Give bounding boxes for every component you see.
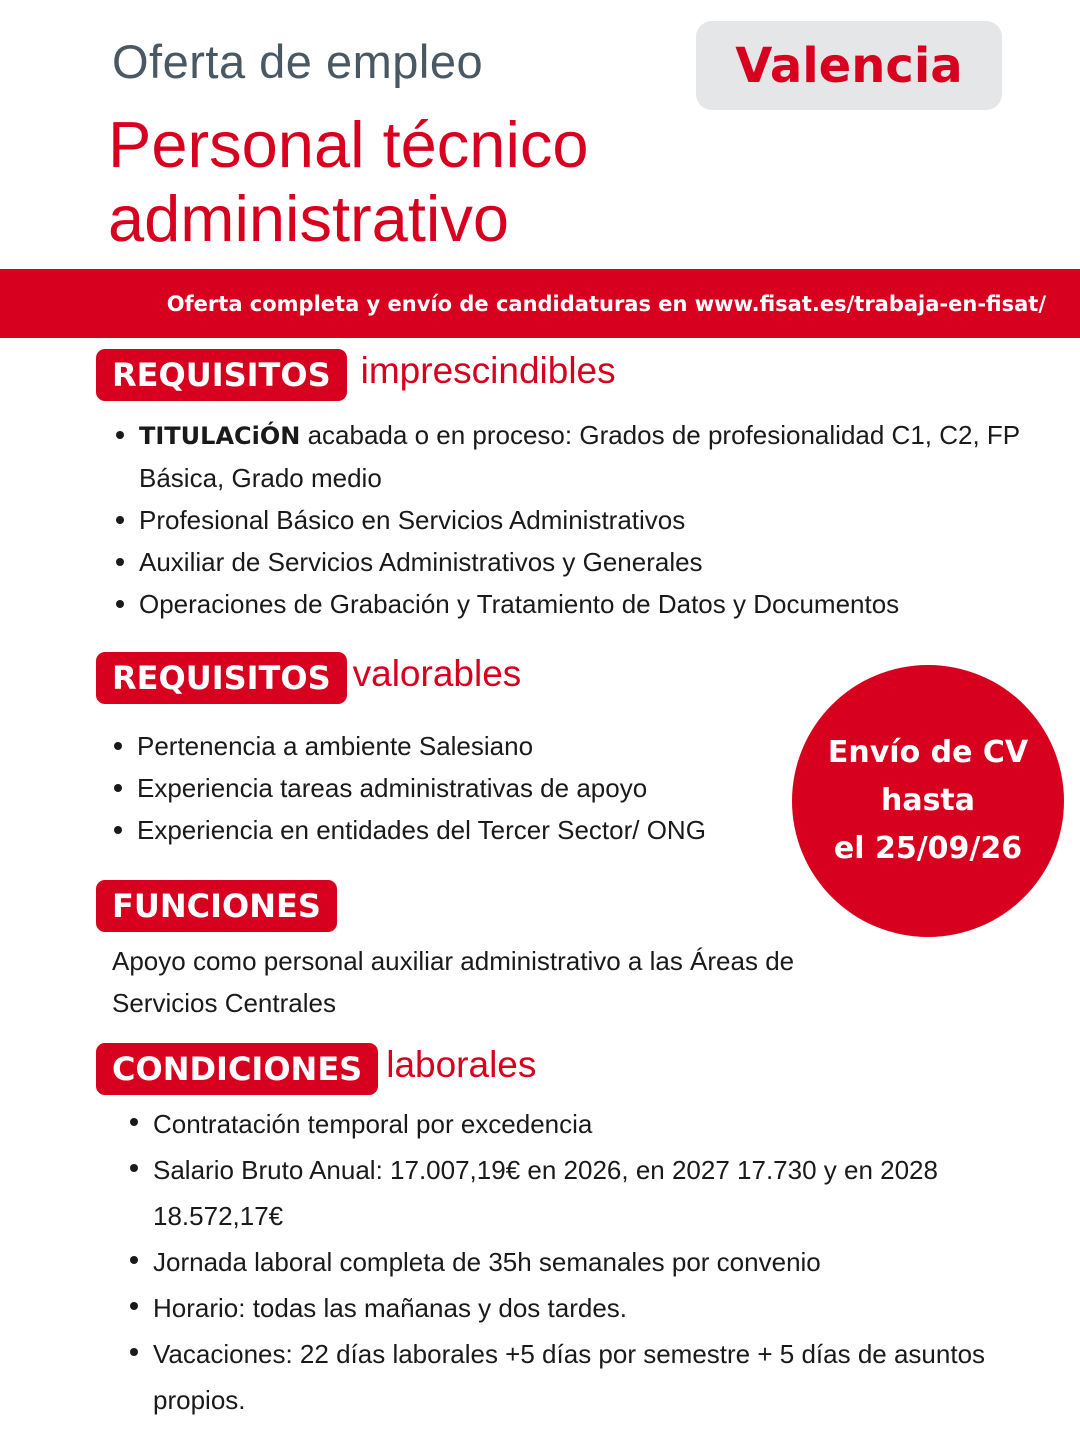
desirable-list xyxy=(113,725,813,851)
list-item: Jornada laboral completa de 35h semanales por convenio xyxy=(129,1239,1019,1285)
list-item: Pertenencia a ambiente Salesiano xyxy=(113,725,813,767)
header-subtitle: Oferta de empleo xyxy=(112,35,484,88)
deadline-line-2: hasta xyxy=(880,783,976,818)
functions-line-1: Apoyo como personal auxiliar administrativo a las Áreas de xyxy=(112,946,795,976)
qualification-detail: acabada o en proceso: Grados de profesionalidad C1, C2, FP Básica, Grado medio xyxy=(139,420,1020,493)
section-sublabel: valorables xyxy=(352,653,522,694)
list-item: Horario: todas las mañanas y dos tardes. xyxy=(129,1285,1019,1331)
location-badge: Valencia xyxy=(696,21,1002,110)
list-item: Operaciones de Grabación y Tratamiento de Datos y Documentos xyxy=(115,583,1035,625)
section-requisitos-imprescindibles xyxy=(96,349,616,401)
application-banner-text: Oferta completa y envío de candidaturas en www.fisat.es/trabaja-en-fisat/ xyxy=(166,291,1046,316)
list-item: Experiencia en entidades del Tercer Sector/ ONG xyxy=(113,809,813,851)
section-condiciones xyxy=(96,1043,536,1095)
functions-line-2: Servicios Centrales xyxy=(112,988,336,1018)
deadline-line-1: Envío de CV xyxy=(827,735,1029,770)
list-item: Profesional Básico en Servicios Administrativos xyxy=(115,499,1035,541)
deadline-line-3: el 25/09/26 xyxy=(833,831,1023,866)
list-item xyxy=(115,414,1035,499)
list-item: Vacaciones: 22 días laborales +5 días por semestre + 5 días de asuntos propios. xyxy=(129,1331,1019,1423)
section-requisitos-valorables xyxy=(96,652,521,704)
section-sublabel: imprescindibles xyxy=(360,350,616,391)
list-item: Experiencia tareas administrativas de apoyo xyxy=(113,767,813,809)
section-funciones xyxy=(96,880,337,932)
list-item: Contratación temporal por excedencia xyxy=(129,1101,1019,1147)
section-label: REQUISITOS xyxy=(96,652,347,704)
functions-text xyxy=(112,940,932,1024)
job-title-line-2: administrativo xyxy=(108,182,509,255)
list-item: Auxiliar de Servicios Administrativos y Generales xyxy=(115,541,1035,583)
section-sublabel: laborales xyxy=(386,1044,537,1085)
section-label: FUNCIONES xyxy=(96,880,337,932)
list-item: Salario Bruto Anual: 17.007,19€ en 2026, en 2027 17.730 y en 2028 18.572,17€ xyxy=(129,1147,1019,1239)
application-banner xyxy=(0,269,1080,338)
deadline-badge xyxy=(792,665,1064,937)
section-label: REQUISITOS xyxy=(96,349,347,401)
job-title-line-1: Personal técnico xyxy=(108,108,589,181)
required-list xyxy=(115,414,1035,625)
qualification-label: TITULACiÓN xyxy=(139,422,301,450)
section-label: CONDICIONES xyxy=(96,1043,378,1095)
job-title xyxy=(108,108,748,256)
conditions-list xyxy=(129,1101,1019,1423)
